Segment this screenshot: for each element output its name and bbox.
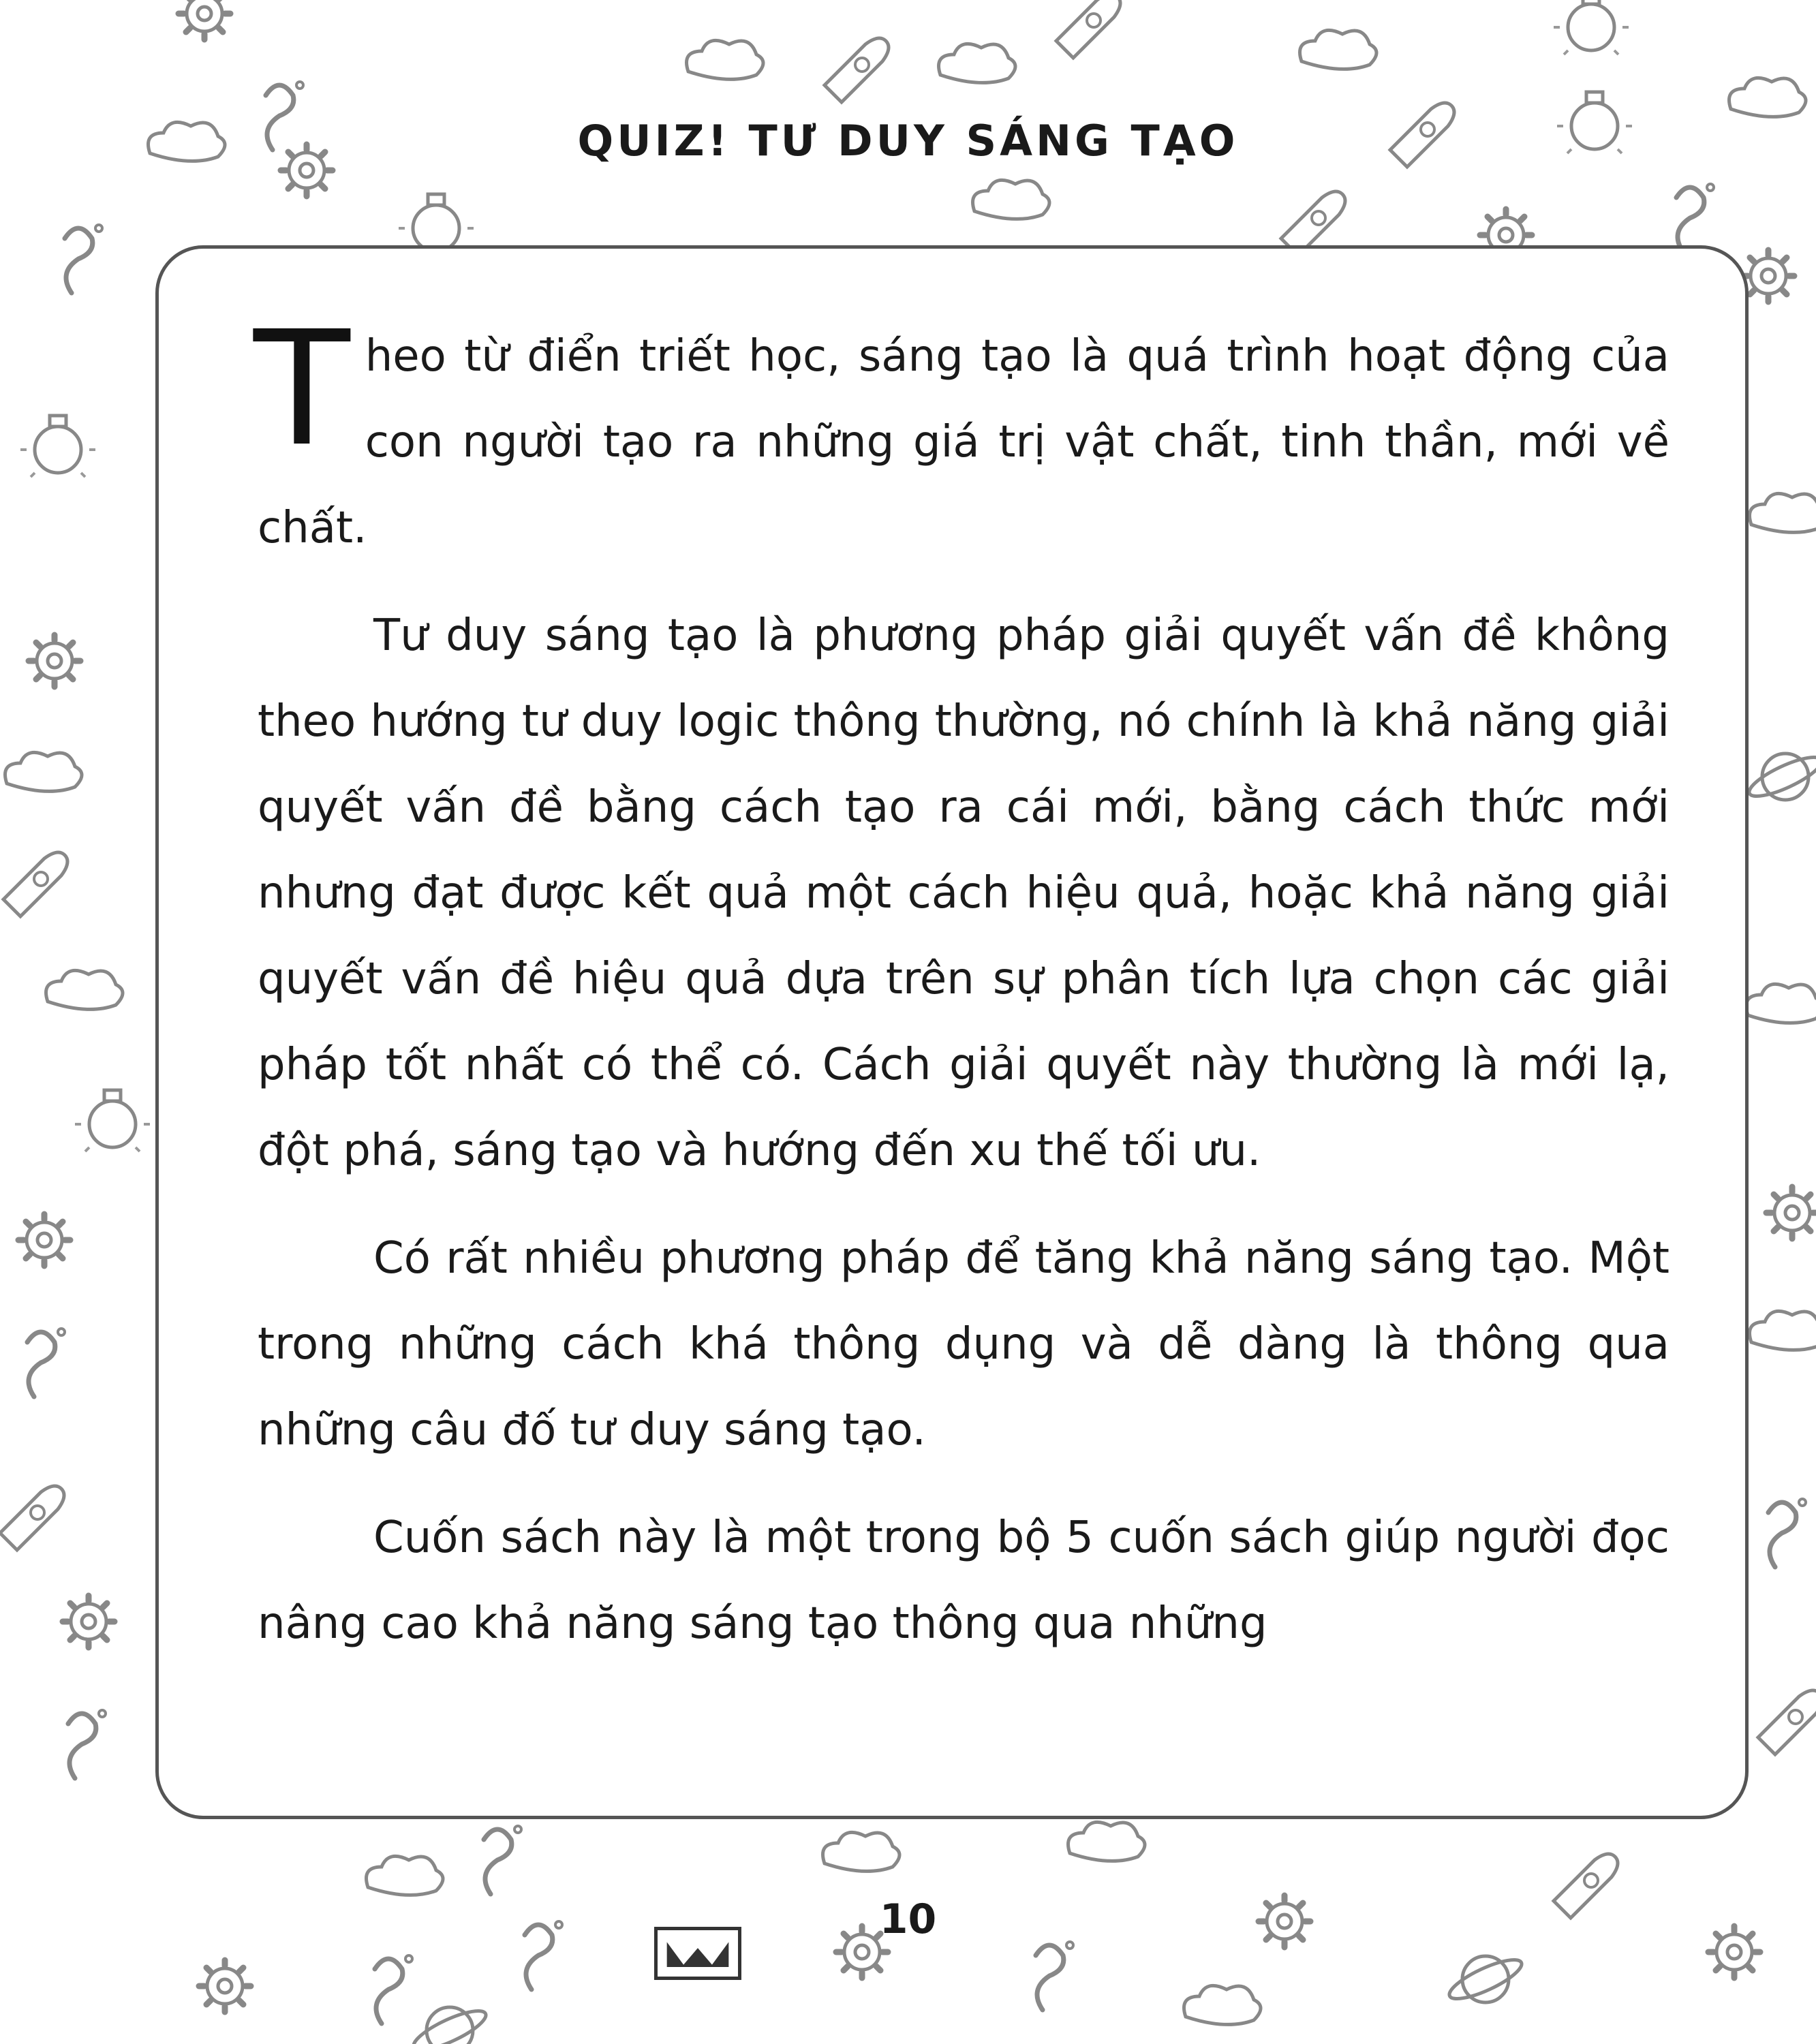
paragraph-text: Tư duy sáng tạo là phương pháp giải quyết vấn đề không theo hướng tư duy logic thông thường, nó chính là khả năng giải quyết vấn đề bằng cách tạo ra cái mới, bằng cách thức mới nhưng đạt được kết quả một cách hiệu quả, hoặc khả năng giải quyết vấn đề hiệu quả dựa trên sự phân tích lựa chọn các giải pháp tốt nhất có thể có. Cách giải quyết này thường là mới lạ, đột phá, sáng tạo và hướng đến xu thế tối ưu. <box>258 610 1669 1176</box>
question-mark-icon <box>65 225 102 293</box>
question-mark-icon <box>68 1710 106 1778</box>
rocket-icon <box>1056 0 1120 58</box>
rocket-icon <box>3 852 67 916</box>
gear-icon <box>29 635 80 687</box>
paragraph-text: Có rất nhiều phương pháp để tăng khả năng sáng tạo. Một trong những cách khá thông dụng và dễ dàng là thông qua những câu đố tư duy sáng tạo. <box>258 1233 1669 1455</box>
gear-icon <box>199 1960 251 2012</box>
cloud-icon <box>1184 1985 1261 2024</box>
paragraph <box>258 1215 1669 1473</box>
gear-icon <box>63 1596 114 1647</box>
cloud-icon <box>5 752 82 791</box>
cloud-icon <box>1068 1822 1145 1861</box>
rocket-icon <box>825 38 889 102</box>
body-text <box>253 297 1669 1667</box>
paragraph-text: Cuốn sách này là một trong bộ 5 cuốn sách giúp người đọc nâng cao khả năng sáng tạo thông qua những <box>258 1513 1669 1649</box>
cloud-icon <box>939 44 1016 82</box>
cloud-icon <box>367 1856 444 1895</box>
publisher-logo-icon <box>654 1927 741 1980</box>
planet-icon <box>410 2004 491 2044</box>
page-number: 10 <box>879 1895 937 1943</box>
planet-icon <box>1445 1953 1526 2006</box>
question-mark-icon <box>1768 1499 1806 1567</box>
rocket-icon <box>0 1486 64 1550</box>
cloud-icon <box>1300 30 1377 69</box>
lightbulb-icon <box>20 416 95 477</box>
paragraph <box>258 1495 1669 1667</box>
cloud-icon <box>823 1832 900 1871</box>
cloud-icon <box>1750 493 1816 532</box>
cloud-icon <box>46 970 123 1009</box>
question-mark-icon <box>484 1826 521 1894</box>
question-mark-icon <box>375 1955 412 2024</box>
planet-icon <box>1745 750 1816 803</box>
rocket-icon <box>1758 1690 1816 1754</box>
gear-icon <box>179 0 230 40</box>
gear-icon <box>1742 250 1794 302</box>
lightbulb-icon <box>1554 0 1629 55</box>
cloud-icon <box>1729 78 1806 117</box>
gear-icon <box>1766 1187 1816 1239</box>
cloud-icon <box>1750 1311 1816 1350</box>
lightbulb-icon <box>75 1090 150 1151</box>
question-mark-icon <box>1676 184 1714 252</box>
page-title: QUIZ! TƯ DUY SÁNG TẠO <box>577 116 1239 166</box>
question-mark-icon <box>27 1329 65 1397</box>
cloud-icon <box>1746 984 1816 1023</box>
paragraph <box>258 593 1669 1194</box>
gear-icon <box>18 1214 70 1266</box>
cloud-icon <box>973 180 1050 219</box>
drop-cap: T <box>253 297 350 481</box>
paragraph-text: heo từ điển triết học, sáng tạo là quá trình hoạt động của con người tạo ra những giá trị vật chất, tinh thần, mới về chất. <box>258 331 1669 553</box>
paragraph <box>253 297 1669 571</box>
question-mark-icon <box>1036 1942 1073 2010</box>
cloud-icon <box>687 40 764 79</box>
